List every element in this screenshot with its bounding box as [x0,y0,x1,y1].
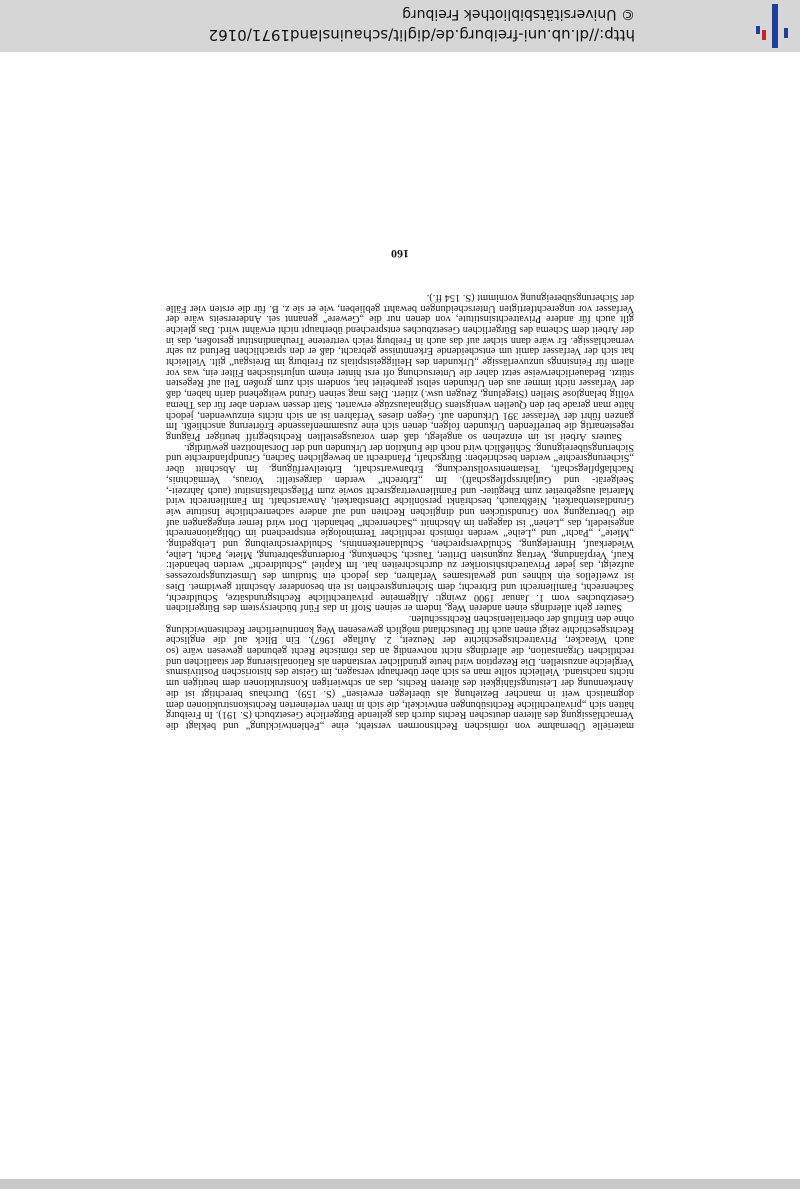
footer-credit: © Universitätsbibliothek Freiburg [402,6,635,22]
paragraph: materielle Übernahme von römischen Rechtsnormen versteht, eine „Fehlentwicklung“ und beklagt die Vernachlässigung des älteren deutschen Rechts durch das geltende Bürgerliche Gesetzbuch (S. 191). In Freiburg hätten sich „privatrechtliche Rechtsübungen entwickelt, die sich in ihren verfeinerten Rechtskonstruktionen dem dogmatisch weit in mancher Beziehung als überlegen erweisen“ (S. 159). Durchaus berechtigt ist die Anerkennung der Leistungsfähigkeit des älteren Rechts, das an schwierigen Konstruktionen dem heutigen um nichts nachstand. Vielleicht sollte man es sich aber überhaupt versagen, im Geiste des historischen Positivismus Vergleiche anzustellen. Die Rezeption wird heute gründlicher verstanden als Rationalisierung der staatlichen und rechtlichen Organisation, die allerdings nicht notwendig an das römische Recht gebunden gewesen wäre (so auch Wieacker, Privatrechtsgeschichte der Neuzeit, 2. Auflage 1967). Ein Blick auf die englische Rechtsgeschichte zeigt einen auch für Deutschland möglich gewesenen Weg kontinuierlicher Rechtsentwicklung ohne den Einfluß der oberitalienischen Rechtsschulen. [166,612,634,731]
page-number: 160 [391,247,409,261]
footer-bar [0,0,800,52]
paragraph: Sauter geht allerdings einen anderen Weg, indem er seinen Stoff in das Fünf büchersystem des Bürgerlichen Gesetzbuches vom 1. Januar 1900 zwingt: Allgemeine privatrechtliche Rechtsgrundsätze, Schuldrecht, Sachenrecht, Familienrecht und Erbrecht; dem Sicherungsrechten ist ein besonderer Abschnitt gewidmet. Dies ist zweifellos ein kühnes und gewaltsames Verfahren, das jedoch ein Studium des Umsetzungsprozesses aufzeigt, das jeder Privatrechtshistoriker zu durchschreiten hat. Im Kapitel „Schuldrecht“ werden behandelt: Kauf, Verpfändung, Vertrag zugunsten Dritter, Tausch, Schenkung, Forderungsabtretung, Miete, Pacht, Leihe, Wiederkauf, Hinterlegung, Schuldversprechen, Schuldanerkenntnis, Schuldverschreibung und Leibgeding. „Miete“, „Pacht“ und „Leihe“ werden römisch rechtlicher Terminologie entsprechend im Obligationenrecht angesiedelt, das „Lehen“ ist dagegen im Abschnitt „Sachenrecht“ behandelt. Dort wird ferner eingegangen auf die Übertragung von Grundstücken und dinglichen Rechten und auf andere sachenrechtliche Institute wie Grundlastenbarkeit, Nießbrauch, beschränkt persönliche Dienstbarkeit, Anwartschaft. Im Familienrecht wird Material ausgebreitet zum Ehegüter- und Familienvertragsrecht sowie zum Pflegschaftsinstitut (auch Jahrzeit-, Seelgerät- und Gutjahrsspflegschaft). Im „Erbrecht“ werden dargestellt: Voraus, Vermächtnis, Nachlaßpflegschaft, Testamentsvollstreckung, Erbanwartschaft, Erbteilverfügung. Im Abschnitt über „Sicherungsrechte“ werden beschrieben: Bürgschaft, Pfandrecht an beweglichen Sachen, Grundpfandrechte und Sicherungsübereignung. Schließlich wird noch die Funktion der Urkunden und der Dorsalnotizen gewürdigt. [166,441,634,614]
viewer-top-strip [0,1179,800,1189]
ub-freiburg-logo-icon [752,4,792,48]
paragraph: Sauters Arbeit ist im einzelnen so angelegt, daß dem vorausgestellten Rechtsbegriff heutiger Prägung regestenartig die betreffenden Urkunden folgen, denen sich eine zusammenfassende Erörterung anschließt. Im ganzen führt der Verfasser 391 Urkunden auf. Gegen dieses Verfahren ist an sich nichts einzuwenden, jedoch hätte man gerade bei den Quellen wenigstens Originalauszüge erwartet. Statt dessen werden aber für das Thema völlig belanglose Stellen (Siegelung, Zeugen usw.) zitiert. Dies mag seinen Grund weitgehend darin haben, daß der Verfasser nicht immer aus den Urkunden selbst gearbeitet hat, sondern sich zum großen Teil auf Regesten stützt. Bedauerlicherweise setzt daher die Untersuchung oft erst hinter einem unjuristischen Filter ein, was vor allem für Feinsinngs unzuverlässige „Urkunden des Heiliggeistspitals zu Freiburg im Breisgau“ gilt. Vielleicht hat sich der Verfasser damit um entscheidende Erkenntnisse gebracht, daß er den sprachlichen Befund zu sehr vernachlässige. Er wäre dann sicher auf das auch in Freiburg reich vertretene Treuhandinstitut gestoßen, das in der Arbeit dem Schema des Bürgerlichen Gesetzbuches entsprechend überhaupt nicht erwähnt wird. Das gleiche gilt auch für andere Privatrechtsinstitute, von denen nur die „Gewere“ genannt sei. Andererseits wäre der Verfasser vor ungerechtfertigten Unterscheidungen bewahrt geblieben, wie er sie z. B. für die ersten vier Fälle der Sicherungsübereignung vornimmt (S. 154 ff.). [166,291,634,443]
body-text [166,291,634,730]
footer-url-link[interactable]: http://dl.ub.uni-freiburg.de/diglit/schauinsland1971/0162 [208,26,635,44]
